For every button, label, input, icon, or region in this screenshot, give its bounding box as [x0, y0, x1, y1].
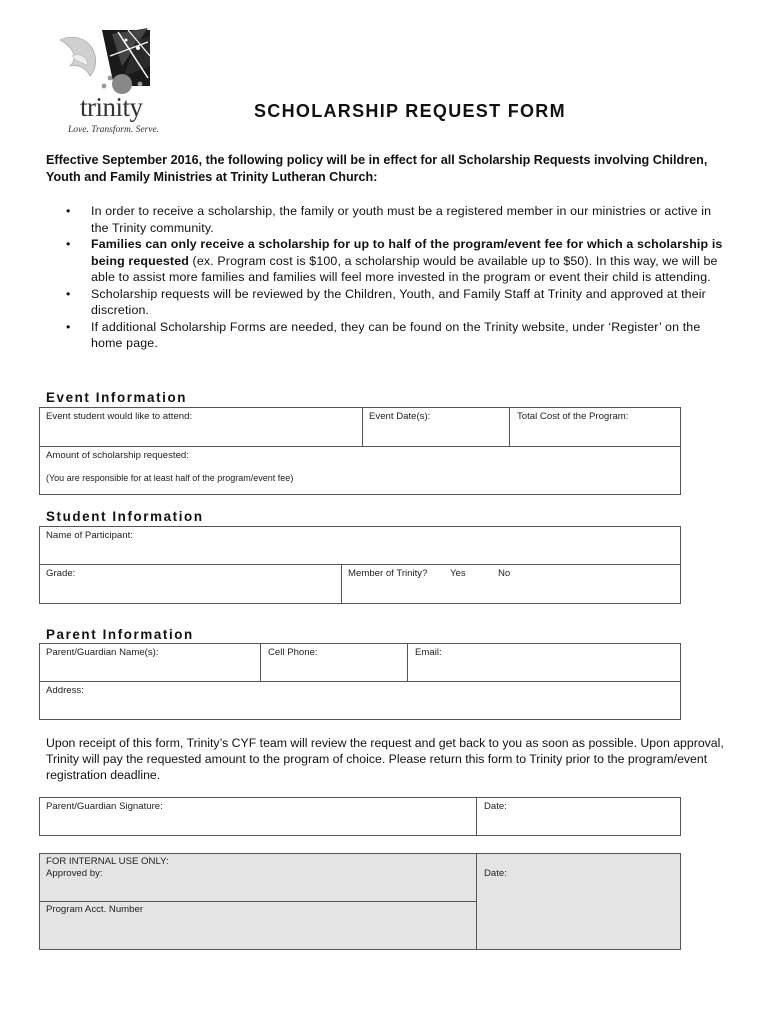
member-yes-option[interactable]: Yes	[450, 568, 466, 579]
list-item: • In order to receive a scholarship, the family or youth must be a registered member in our ministries or active in the Trinity community.	[66, 204, 712, 235]
policy-text-bold: Families can only receive a scholarship for up to half of the program/event fee for which a scholarship is being requested	[91, 237, 723, 268]
email-field[interactable]	[407, 643, 681, 682]
student-section-title: Student Information	[46, 509, 204, 524]
trinity-logo	[52, 26, 162, 138]
approval-date-field[interactable]	[476, 853, 681, 950]
logo-mark-icon	[52, 26, 162, 96]
field-label: Parent/Guardian Signature:	[46, 801, 163, 812]
field-label: Date:	[484, 801, 507, 812]
policy-text: Scholarship requests will be reviewed by the Children, Youth, and Family Staff at Trinity and approved at their discretion.	[91, 286, 706, 317]
field-label: Event Date(s):	[369, 411, 431, 422]
page-title: SCHOLARSHIP REQUEST FORM	[254, 101, 566, 121]
field-label: Program Acct. Number	[46, 904, 144, 915]
event-dates-field[interactable]	[362, 407, 510, 447]
address-field[interactable]	[39, 681, 681, 720]
member-field	[341, 564, 681, 604]
approved-by-field[interactable]	[39, 853, 477, 902]
return-instructions: Upon receipt of this form, Trinity’s CYF team will review the request and get back to you as soon as possible. Upon approval, Trinity will pay the requested amount to the program of choice. Please return this form to Trinity prior to the program/event registration deadline.	[46, 736, 724, 782]
policy-list	[46, 203, 726, 352]
field-label: Total Cost of the Program:	[517, 411, 629, 422]
field-label: Address:	[46, 685, 84, 696]
list-item: • If additional Scholarship Forms are needed, they can be found on the Trinity website, under ‘Register’ on the home page.	[66, 319, 701, 350]
parent-section-title: Parent Information	[46, 627, 194, 642]
list-item: • Scholarship requests will be reviewed by the Children, Youth, and Family Staff at Trinity and approved at their discretion.	[66, 286, 706, 317]
field-label: Member of Trinity?	[348, 568, 428, 579]
parent-names-field[interactable]	[39, 643, 261, 682]
field-label: Approved by:	[46, 868, 103, 879]
cell-phone-field[interactable]	[260, 643, 408, 682]
program-account-field[interactable]	[39, 901, 477, 950]
field-label: Name of Participant:	[46, 530, 133, 541]
grade-field[interactable]	[39, 564, 342, 604]
field-label: Date:	[484, 868, 507, 879]
event-name-field[interactable]	[39, 407, 363, 447]
scholarship-amount-field[interactable]	[39, 446, 681, 495]
logo-wordmark: trinity	[80, 92, 143, 122]
logo-tagline: Love. Transform. Serve.	[68, 125, 160, 135]
field-note: (You are responsible for at least half of the program/event fee)	[46, 473, 294, 483]
field-label: Cell Phone:	[268, 647, 318, 658]
field-label: Amount of scholarship requested:	[46, 450, 189, 461]
event-section-title: Event Information	[46, 390, 188, 405]
list-item: • Families can only receive a scholarship for up to half of the program/event fee for which a scholarship is being requested (ex. Program cost is $100, a scholarship would be available up to $50). In this way, we will be able to assist more families and families will feel more invested in the program or event their child is attending.	[66, 237, 723, 284]
field-label: Email:	[415, 647, 442, 658]
signature-field[interactable]	[39, 797, 477, 836]
participant-name-field[interactable]	[39, 526, 681, 565]
policy-intro: Effective September 2016, the following policy will be in effect for all Scholarship Requests involving Children, Youth and Family Ministries at Trinity Lutheran Church:	[46, 153, 708, 184]
field-label: Grade:	[46, 568, 76, 579]
policy-text: If additional Scholarship Forms are needed, they can be found on the Trinity website, under ‘Register’ on the home page.	[91, 319, 701, 350]
policy-text: (ex. Program cost is $100, a scholarship would be available up to $50). In this way, we will be able to assist more families and families will feel more invested in the program or event their child is attending.	[91, 253, 718, 284]
policy-text: In order to receive a scholarship, the family or youth must be a registered member in our ministries or active in the Trinity community.	[91, 204, 712, 235]
member-no-option[interactable]: No	[498, 568, 511, 579]
internal-use-label: FOR INTERNAL USE ONLY:	[46, 856, 169, 867]
signature-date-field[interactable]	[476, 797, 681, 836]
total-cost-field[interactable]	[509, 407, 681, 447]
field-label: Parent/Guardian Name(s):	[46, 647, 159, 658]
field-label: Event student would like to attend:	[46, 411, 193, 422]
